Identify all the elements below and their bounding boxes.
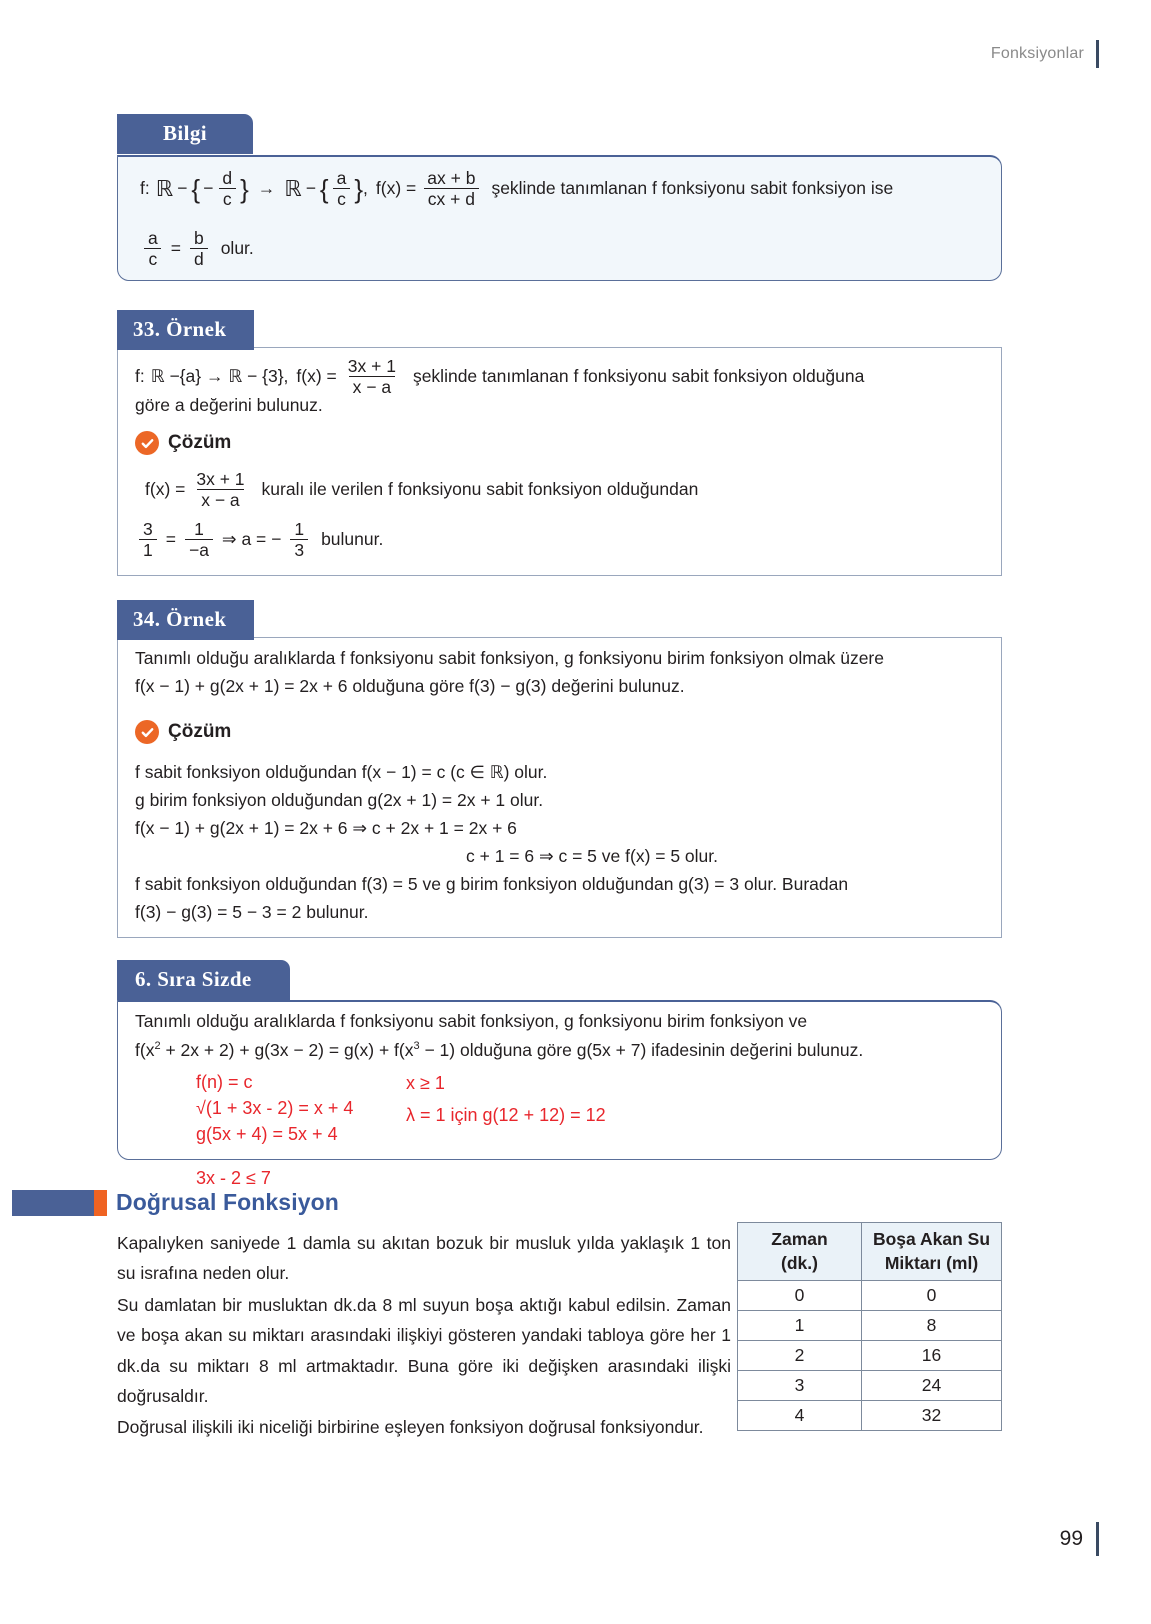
table-cell-time: 1 <box>738 1311 862 1341</box>
table-header-water-line2: Miktarı (ml) <box>884 1252 979 1273</box>
bilgi-brace-close-1: } <box>240 173 249 204</box>
bilgi-frac2-denominator: c <box>333 188 350 208</box>
table-cell-time: 2 <box>738 1341 862 1371</box>
bilgi-f-label: f: <box>140 178 150 199</box>
running-header <box>991 40 1099 68</box>
heading-blue-bar <box>12 1190 94 1216</box>
bilgi-tab-label: Bilgi <box>117 114 253 154</box>
bilgi-frac1-denominator: c <box>219 188 236 208</box>
ex34-statement-line2: f(x − 1) + g(2x + 1) = 2x + 6 olduğuna göre f(3) − g(3) değerini bulunuz. <box>135 676 685 696</box>
table-header-zaman-line2: (dk.) <box>781 1252 818 1273</box>
table-header-water <box>862 1223 1002 1281</box>
bilgi-line1-tail: şeklinde tanımlanan f fonksiyonu sabit fonksiyon ise <box>491 178 894 199</box>
bilgi-minus-2: − <box>305 178 316 199</box>
ex34-statement-line1: Tanımlı olduğu aralıklarda f fonksiyonu sabit fonksiyon, g fonksiyonu birim fonksiyon olmak üzere <box>135 648 884 668</box>
table-cell-time: 0 <box>738 1281 862 1311</box>
sira-line2-sup1: 2 <box>154 1040 161 1053</box>
table-row <box>738 1341 1002 1371</box>
bilgi-fx-label: f(x) = <box>375 178 417 199</box>
sira-line2-sup2: 3 <box>413 1040 420 1053</box>
ex34-solution-tail-2: f(3) − g(3) = 5 − 3 = 2 bulunur. <box>135 902 369 922</box>
example34-solution-label: Çözüm <box>168 721 232 742</box>
ex34-solution-line-3: f(x − 1) + g(2x + 1) = 2x + 6 ⇒ c + 2x + 1 = 2x + 6 <box>135 818 517 838</box>
linear-paragraph-3: Doğrusal ilişkili iki niceliği birbirine eşleyen fonksiyon doğrusal fonksiyondur. <box>117 1417 704 1437</box>
example33-tab-label: 33. Örnek <box>117 310 254 350</box>
ex33-sol-frac-denominator: x − a <box>197 489 243 509</box>
ex33-domain: ℝ −{a} → ℝ − {3}, <box>150 366 289 387</box>
table-cell-volume: 0 <box>862 1281 1002 1311</box>
bilgi-fraction-a-c-line2 <box>144 229 162 269</box>
bilgi-minus-1: − <box>177 178 188 199</box>
bilgi-reals-2: ℝ <box>284 175 302 201</box>
table-row <box>738 1401 1002 1431</box>
example33-solution-label: Çözüm <box>168 432 232 453</box>
table-header-water-line1: Boşa Akan Su <box>872 1229 991 1249</box>
linear-paragraph-2: Su damlatan bir musluktan dk.da 8 ml suyun boşa aktığı kabul edilsin. Zaman ve boşa akan su miktarı arasındaki ilişkiyi gösteren yandaki tabloya göre her 1 dk.da su miktarı 8 ml artmaktadır. Buna göre iki değişken arasındaki ilişki doğrusaldır. <box>117 1295 731 1407</box>
linear-paragraph-1: Kapalıyken saniyede 1 damla su akıtan bozuk bir musluk yılda yaklaşık 1 ton su israfına neden olur. <box>117 1233 731 1284</box>
bilgi-fraction-rule <box>423 169 479 209</box>
ex33-implication: ⇒ a = − <box>221 529 282 550</box>
bilgi-arrow: → <box>257 178 276 199</box>
example33-solution-header <box>135 431 231 455</box>
table-header-zaman <box>738 1223 862 1281</box>
ex33-answer-tail: bulunur. <box>321 529 384 550</box>
table-cell-volume: 32 <box>862 1401 1002 1431</box>
bilgi-frac1-numerator: d <box>222 168 233 188</box>
sira-line2-pre: f(x <box>135 1040 155 1060</box>
annotation-fn-equals-c: f(n) = c <box>196 1072 253 1092</box>
table-cell-volume: 24 <box>862 1371 1002 1401</box>
table-header-zaman-line1: Zaman <box>771 1229 828 1249</box>
ex33-sol-frac-numerator: 3x + 1 <box>196 469 245 489</box>
sira-statement-line1: Tanımlı olduğu aralıklarda f fonksiyonu sabit fonksiyon, g fonksiyonu birim fonksiyon ve <box>135 1011 808 1031</box>
ex33-ratio-left <box>139 520 157 560</box>
bilgi-reals-1: ℝ <box>155 175 174 201</box>
page-number: 99 <box>1059 1527 1083 1550</box>
example34-tab-label: 34. Örnek <box>117 600 254 640</box>
ex33-sol-fx: f(x) = <box>145 479 186 500</box>
ex33-f-label: f: <box>135 366 145 387</box>
ex33-ratio-right-den: −a <box>185 539 213 559</box>
sira-sizde-tab <box>117 960 290 1000</box>
annotation-lambda-equation: λ = 1 için g(12 + 12) = 12 <box>406 1105 606 1125</box>
example34-tab <box>117 600 254 640</box>
bilgi-brace-open-2: { <box>319 173 329 204</box>
ex34-solution-line-2: g birim fonksiyon olduğundan g(2x + 1) = 2x + 1 olur. <box>135 790 544 810</box>
bilgi-box <box>117 155 1002 281</box>
heading-orange-bar <box>94 1190 107 1216</box>
bilgi-fraction-a-over-c <box>333 169 351 209</box>
ex33-answer-num: 1 <box>294 519 305 539</box>
example34-box <box>117 637 1002 938</box>
bilgi-fraction-d-over-c <box>218 169 236 209</box>
ex33-fx-label: f(x) = <box>296 366 337 387</box>
page-number-rule <box>1096 1522 1099 1556</box>
table-cell-time: 4 <box>738 1401 862 1431</box>
ex33-statement-fraction <box>344 357 400 397</box>
table-cell-volume: 16 <box>862 1341 1002 1371</box>
bilgi-fraction-b-d-line2 <box>190 229 208 269</box>
ex33-statement-line2: göre a değerini bulunuz. <box>135 395 323 415</box>
sira-sizde-tab-label: 6. Sıra Sizde <box>117 960 290 1000</box>
ex33-ratio-left-num: 3 <box>143 519 153 539</box>
ex33-ratio-equals: = <box>165 529 176 550</box>
example33-box <box>117 347 1002 576</box>
bilgi-line2-frac-a-num: a <box>148 228 158 248</box>
annotation-3x-minus-2: 3x - 2 ≤ 7 <box>196 1168 271 1188</box>
ex34-solution-indented: c + 1 = 6 ⇒ c = 5 ve f(x) = 5 olur. <box>466 846 719 866</box>
ex33-statement-tail: şeklinde tanımlanan f fonksiyonu sabit fonksiyon olduğuna <box>412 366 865 387</box>
ex33-ratio-right-num: 1 <box>194 519 204 539</box>
bilgi-brace-close-2: } <box>354 173 364 204</box>
ex33-frac-denominator: x − a <box>349 376 395 396</box>
bilgi-comma: , <box>363 178 368 199</box>
bilgi-line2-equals: = <box>170 238 181 259</box>
running-header-rule <box>1096 40 1099 68</box>
table-row <box>738 1371 1002 1401</box>
bilgi-brace-open-1: { <box>191 173 201 204</box>
table-row <box>738 1311 1002 1341</box>
bilgi-line2-frac-b-den: d <box>190 248 208 268</box>
example33-tab <box>117 310 254 350</box>
table-row <box>738 1281 1002 1311</box>
example34-solution-header <box>135 720 231 744</box>
linear-function-heading <box>12 1189 339 1216</box>
ex34-solution-line-1: f sabit fonksiyon olduğundan f(x − 1) = c (c ∈ ℝ) olur. <box>135 762 548 782</box>
ex34-solution-tail-1: f sabit fonksiyon olduğundan f(3) = 5 ve g birim fonksiyon olduğundan g(3) = 3 olur. Buradan <box>135 874 849 894</box>
ex33-frac-numerator: 3x + 1 <box>347 356 396 376</box>
running-header-title: Fonksiyonlar <box>990 45 1084 62</box>
bilgi-frac3-numerator: ax + b <box>427 168 476 188</box>
linear-function-title: Doğrusal Fonksiyon <box>116 1189 339 1215</box>
ex33-ratio-right <box>185 520 213 560</box>
bilgi-line2-frac-a-den: c <box>144 248 161 268</box>
check-circle-icon <box>135 720 159 744</box>
annotation-sqrt-equation: √(1 + 3x - 2) = x + 4 <box>196 1098 354 1118</box>
ex33-solution-line1-tail: kuralı ile verilen f fonksiyonu sabit fonksiyon olduğundan <box>261 479 699 500</box>
bilgi-line2-frac-b-num: b <box>193 228 204 248</box>
bilgi-tab <box>117 114 253 154</box>
sira-line2-post: − 1) olduğuna göre g(5x + 7) ifadesinin değerini bulunuz. <box>419 1040 864 1060</box>
check-circle-icon <box>135 431 159 455</box>
table-header-row <box>738 1223 1002 1281</box>
annotation-g-equation: g(5x + 4) = 5x + 4 <box>196 1124 338 1144</box>
ex33-solution-fraction <box>192 470 248 510</box>
bilgi-frac1-minus: − <box>203 178 214 199</box>
ex33-answer-fraction <box>290 520 308 560</box>
sira-statement-line2 <box>135 1040 863 1061</box>
table-cell-time: 3 <box>738 1371 862 1401</box>
bilgi-frac3-denominator: cx + d <box>424 188 479 208</box>
annotation-x-geq-1: x ≥ 1 <box>406 1073 445 1093</box>
water-flow-table <box>737 1222 1002 1431</box>
bilgi-frac2-numerator: a <box>336 168 347 188</box>
ex33-ratio-left-den: 1 <box>139 539 157 559</box>
ex33-answer-den: 3 <box>290 539 308 559</box>
page-number-block <box>1060 1522 1099 1556</box>
bilgi-line2-tail: olur. <box>220 238 254 259</box>
table-cell-volume: 8 <box>862 1311 1002 1341</box>
sira-line2-mid: + 2x + 2) + g(3x − 2) = g(x) + f(x <box>160 1040 414 1060</box>
